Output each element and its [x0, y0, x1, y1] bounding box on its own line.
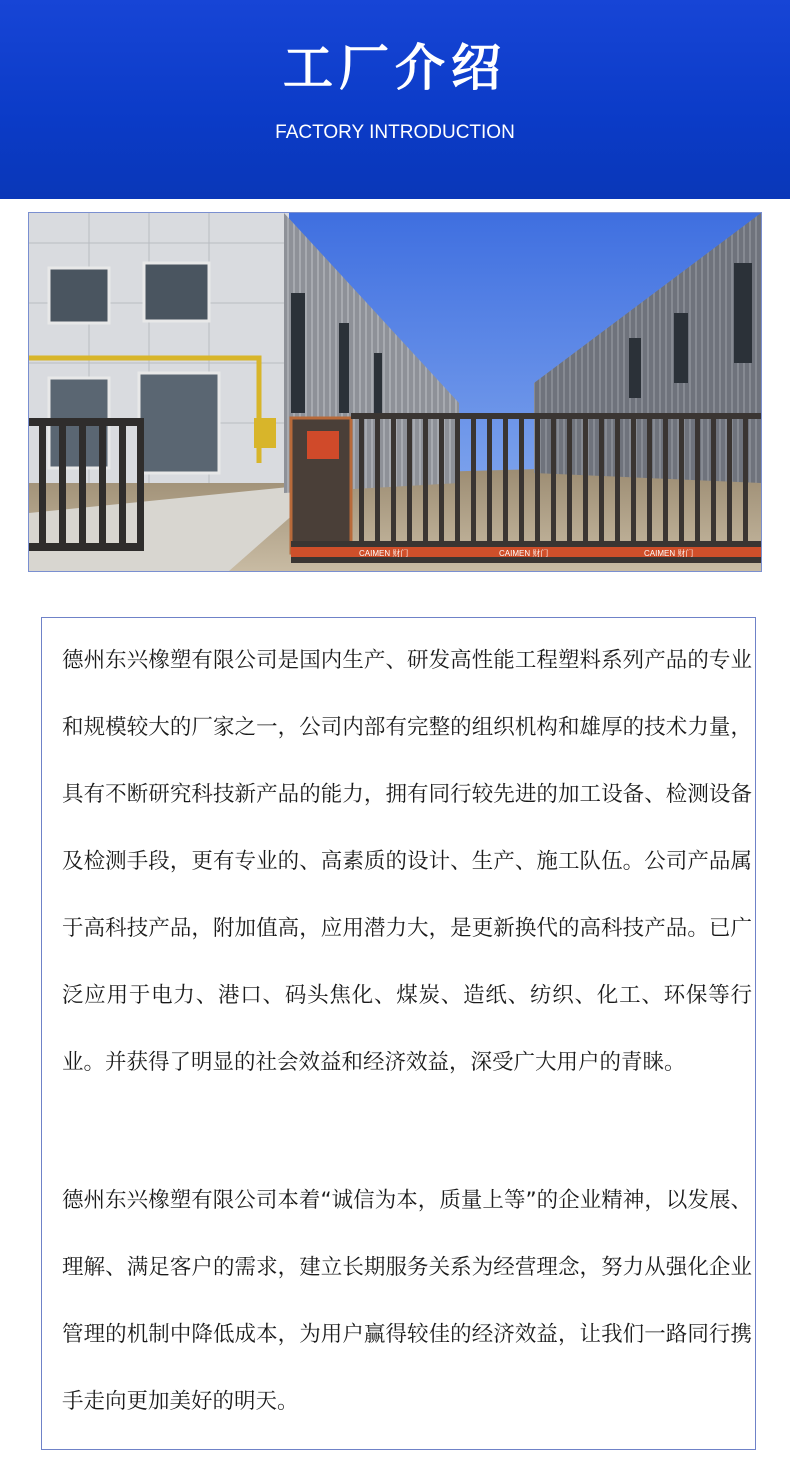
fence-bar: [583, 413, 588, 547]
page-subtitle: FACTORY INTRODUCTION: [275, 122, 515, 143]
fence-bar: [519, 413, 524, 547]
intro-text-box: [41, 617, 756, 1450]
fence-bar: [471, 413, 476, 547]
fence-bar: [439, 413, 444, 547]
fence-bar: [647, 413, 652, 547]
fence-bar: [599, 413, 604, 547]
gate-brand-text-3: CAIMEN 财门: [644, 549, 694, 558]
gate-brand-text-1: CAIMEN 财门: [359, 549, 409, 558]
fence-bar: [663, 413, 668, 547]
fence-bar: [407, 413, 412, 547]
fence-bar: [375, 413, 380, 547]
fence-bar: [631, 413, 636, 547]
fence-bar: [423, 413, 428, 547]
intro-paragraph-2: 德州东兴橡塑有限公司本着“诚信为本，质量上等”的企业精神，以发展、理解、满足客户的需求，建立长期服务关系为经营理念，努力从强化企业管理的机制中降低成本，为用户赢得较佳的经济效益，让我们一路同行携手走向更加美好的明天。: [62, 1188, 752, 1414]
page-title: 工厂介绍: [283, 39, 507, 97]
fence-bar: [391, 413, 396, 547]
fence-bar: [359, 413, 364, 547]
page-header: [0, 0, 790, 199]
fence-bar: [535, 413, 540, 547]
fence-bar: [695, 413, 700, 547]
fence-bar: [503, 413, 508, 547]
gate-brand-text-2: CAIMEN 财门: [499, 549, 549, 558]
fence-bar: [727, 413, 732, 547]
fence-bar: [679, 413, 684, 547]
factory-photo: [28, 212, 762, 572]
intro-paragraph-1: 德州东兴橡塑有限公司是国内生产、研发高性能工程塑料系列产品的专业和规模较大的厂家之一，公司内部有完整的组织机构和雄厚的技术力量，具有不断研究科技新产品的能力，拥有同行较先进的加工设备、检测设备及检测手段，更有专业的、高素质的设计、生产、施工队伍。公司产品属于高科技产品，附加值高，应用潜力大，是更新换代的高科技产品。已广泛应用于电力、港口、码头焦化、煤炭、造纸、纺织、化工、环保等行业。并获得了明显的社会效益和经济效益，深受广大用户的青睐。: [62, 648, 752, 1075]
fence-bar: [711, 413, 716, 547]
fence-bar: [567, 413, 572, 547]
fence-bar: [487, 413, 492, 547]
fence-bar: [551, 413, 556, 547]
fence-bar: [743, 413, 748, 547]
fence-bar: [455, 413, 460, 547]
fence-bar: [615, 413, 620, 547]
